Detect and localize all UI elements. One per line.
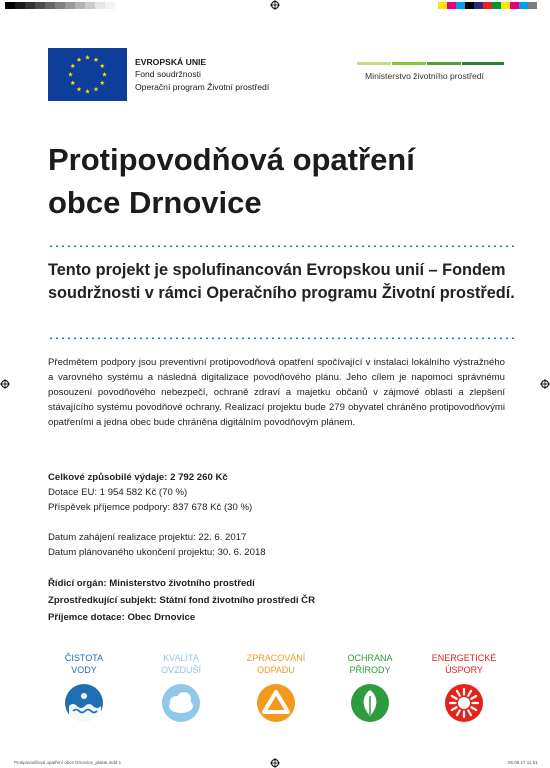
category-air bbox=[141, 652, 221, 722]
calibration-swatch bbox=[447, 2, 456, 9]
category-water bbox=[44, 652, 124, 722]
page-title bbox=[48, 138, 518, 224]
sun-ray-icon bbox=[471, 707, 476, 710]
managing-authority: Řídicí orgán: Ministerstvo životního prostředí bbox=[48, 578, 255, 589]
calibration-swatch bbox=[65, 2, 75, 9]
calibration-swatch bbox=[35, 2, 45, 9]
calibration-swatch bbox=[25, 2, 35, 9]
title-line-1: Protipovodňová opatření bbox=[48, 142, 415, 177]
grant-recipient: Příjemce dotace: Obec Drnovice bbox=[48, 612, 196, 623]
calibration-swatch bbox=[528, 2, 537, 9]
ministry-name: Ministerstvo životního prostředí bbox=[365, 71, 484, 81]
calibration-swatch bbox=[474, 2, 483, 9]
category-label bbox=[44, 652, 124, 676]
ministry-logo-bar bbox=[357, 62, 391, 65]
project-description: Předmětem podpory jsou preventivní protipovodňová opatření spočívající v instalaci lokálního výstražného a varovného systému a následná digitalizace povodňového plánu. Jeho cílem je napomoci správnému posouzení povodňového nebezpečí, ochraně zdraví a majetku občanů v zájmové oblasti a zlepšení stávajícího systému povodňové ochrany. Realizací projektu bude 279 obyvatel chráněno protipovodňovými opatřeními a jedna obec bude chráněna digitálním povodňovým plánem. bbox=[48, 357, 505, 428]
recipient-contribution: Příspěvek příjemce podpory: 837 678 Kč (30 %) bbox=[48, 502, 253, 513]
category-label-line: ODPADU bbox=[257, 665, 295, 675]
calibration-swatch bbox=[510, 2, 519, 9]
registration-mark-icon bbox=[270, 0, 280, 10]
category-label-line: OCHRANA bbox=[347, 653, 393, 663]
category-label-line: PŘÍRODY bbox=[349, 665, 391, 675]
funding-statement: Tento projekt je spolufinancován Evropskou unií – Fondem soudržnosti v rámci Operačního programu Životní prostředí. bbox=[48, 261, 515, 302]
sun-ray-icon bbox=[468, 710, 471, 715]
ministry-logo-bar bbox=[462, 62, 504, 65]
eu-star-icon bbox=[94, 87, 99, 92]
category-label-line: OVZDUŠÍ bbox=[160, 665, 201, 675]
category-label bbox=[330, 652, 410, 676]
eu-star-icon bbox=[100, 63, 105, 68]
eu-star-icon bbox=[102, 72, 107, 77]
category-label bbox=[424, 652, 504, 676]
category-label-line: ENERGETICKÉ bbox=[431, 653, 497, 663]
category-label-line: ČISTOTA bbox=[64, 653, 104, 663]
registration-mark-icon bbox=[270, 758, 280, 768]
sun-ray-icon bbox=[452, 707, 457, 710]
print-slug-timestamp: 06.06.17 11:51 bbox=[508, 760, 538, 765]
category-label-line: KVALITA bbox=[163, 653, 199, 663]
calibration-swatch bbox=[438, 2, 447, 9]
category-label-line: ÚSPORY bbox=[445, 665, 483, 675]
calibration-swatch bbox=[5, 2, 15, 9]
color-calibration-strip bbox=[438, 2, 537, 9]
eu-star-icon bbox=[68, 72, 73, 77]
calibration-swatch bbox=[483, 2, 492, 9]
eu-flag-icon bbox=[48, 48, 127, 101]
calibration-swatch bbox=[492, 2, 501, 9]
calibration-swatch bbox=[85, 2, 95, 9]
eu-star-icon bbox=[85, 89, 90, 94]
sun-ray-icon bbox=[468, 691, 471, 696]
eu-star-icon bbox=[85, 55, 90, 60]
category-nature bbox=[330, 652, 410, 722]
eu-grant: Dotace EU: 1 954 582 Kč (70 %) bbox=[48, 487, 188, 498]
sun-ray-icon bbox=[452, 696, 457, 699]
registration-mark-icon bbox=[0, 379, 10, 389]
category-label-line: ZPRACOVÁNÍ bbox=[246, 653, 306, 663]
ministry-logo-bars bbox=[357, 62, 504, 65]
eu-fund-name: Fond soudržnosti bbox=[135, 69, 201, 80]
eu-star-icon bbox=[100, 80, 105, 85]
sun-ray-icon bbox=[457, 691, 460, 696]
eu-programme-name: Operační program Životní prostředí bbox=[135, 81, 270, 92]
eu-star-icon bbox=[77, 87, 82, 92]
calibration-swatch bbox=[519, 2, 528, 9]
sun-ray-icon bbox=[457, 710, 460, 715]
eu-star-icon bbox=[70, 80, 75, 85]
ministry-logo-bar bbox=[427, 62, 461, 65]
calibration-swatch bbox=[55, 2, 65, 9]
category-label-line: VODY bbox=[71, 665, 97, 675]
calibration-swatch bbox=[15, 2, 25, 9]
nature-icon bbox=[351, 684, 389, 722]
water-icon bbox=[65, 684, 103, 722]
intermediate-body: Zprostředkující subjekt: Státní fond životního prostředí ČR bbox=[48, 595, 316, 606]
eu-star-icon bbox=[77, 57, 82, 62]
dotted-divider bbox=[48, 245, 516, 247]
calibration-swatch bbox=[465, 2, 474, 9]
eu-name: EVROPSKÁ UNIE bbox=[135, 57, 207, 67]
print-slug-filename: Protipovodňová opatření obce Drnovice_plakat.indd 1 bbox=[14, 760, 122, 765]
calibration-swatch bbox=[75, 2, 85, 9]
grayscale-calibration-strip bbox=[5, 2, 115, 9]
start-date: Datum zahájení realizace projektu: 22. 6. 2017 bbox=[48, 532, 247, 543]
sun-ray-icon bbox=[471, 696, 476, 699]
calibration-swatch bbox=[456, 2, 465, 9]
dotted-divider bbox=[48, 337, 516, 339]
title-line-2: obce Drnovice bbox=[48, 185, 262, 220]
eu-logo-text bbox=[135, 56, 269, 93]
category-label bbox=[236, 652, 316, 676]
cloud-icon bbox=[162, 684, 200, 722]
category-waste bbox=[236, 652, 316, 722]
registration-mark-icon bbox=[540, 379, 550, 389]
eu-star-icon bbox=[70, 63, 75, 68]
category-label bbox=[141, 652, 221, 676]
category-energy bbox=[424, 652, 504, 722]
eu-star-icon bbox=[94, 57, 99, 62]
total-eligible-costs: Celkové způsobilé výdaje: 2 792 260 Kč bbox=[48, 472, 228, 483]
waste-triangle-icon bbox=[257, 684, 295, 722]
calibration-swatch bbox=[105, 2, 115, 9]
calibration-swatch bbox=[95, 2, 105, 9]
sun-energy-icon bbox=[445, 684, 483, 722]
end-date: Datum plánovaného ukončení projektu: 30. 6. 2018 bbox=[48, 547, 266, 558]
calibration-swatch bbox=[45, 2, 55, 9]
calibration-swatch bbox=[501, 2, 510, 9]
ministry-logo-bar bbox=[392, 62, 426, 65]
